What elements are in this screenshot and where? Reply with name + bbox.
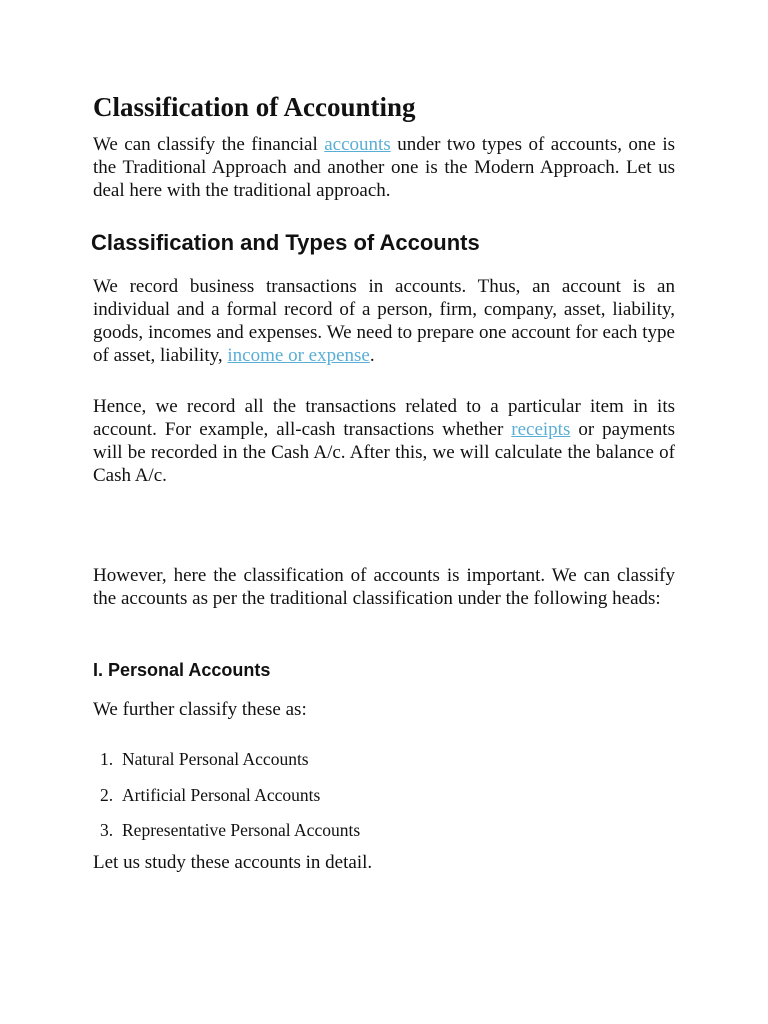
income-or-expense-link[interactable]: income or expense xyxy=(227,345,370,366)
personal-accounts-heading: I. Personal Accounts xyxy=(93,660,271,680)
hence-text-pre: Hence, we record all the transactions related to a particular item in its account. For example, all-cash transactions whether xyxy=(93,396,675,440)
types-heading: Classification and Types of Accounts xyxy=(91,230,480,255)
however-paragraph: However, here the classification of accounts is important. We can classify the accounts as per the traditional classification under the following heads: xyxy=(93,565,675,609)
receipts-link[interactable]: receipts xyxy=(511,419,571,440)
further-classify-paragraph: We further classify these as: xyxy=(93,699,307,720)
accounts-link[interactable]: accounts xyxy=(324,134,391,155)
hence-text-post: or payments will be recorded in the Cash A/c. After this, we will calculate the balance of Cash A/c. xyxy=(93,419,675,486)
record-paragraph xyxy=(93,275,675,367)
record-text-pre: We record business transactions in accounts. Thus, an account is an individual and a formal record of a person, firm, company, asset, liability, goods, incomes and expenses. We need to prepare one account for each type of asset, liability, xyxy=(93,276,675,366)
record-text-post: . xyxy=(369,345,375,366)
study-paragraph: Let us study these accounts in detail. xyxy=(93,852,373,873)
list-item xyxy=(100,819,360,841)
intro-paragraph xyxy=(93,133,675,202)
list-item-number: 1. xyxy=(100,749,114,769)
hence-paragraph xyxy=(93,395,675,487)
list-item-number: 2. xyxy=(100,785,114,805)
list-item-number: 3. xyxy=(100,820,114,840)
intro-text-post: under two types of accounts, one is the Traditional Approach and another one is the Modern Approach. Let us deal here with the traditional approach. xyxy=(93,134,675,201)
main-heading: Classification of Accounting xyxy=(93,92,416,122)
list-item-label: Representative Personal Accounts xyxy=(122,820,361,840)
list-item xyxy=(100,748,309,770)
list-item-label: Artificial Personal Accounts xyxy=(122,785,321,805)
list-item-label: Natural Personal Accounts xyxy=(122,749,309,769)
list-item xyxy=(100,784,320,806)
intro-text-pre: We can classify the financial xyxy=(93,134,325,155)
